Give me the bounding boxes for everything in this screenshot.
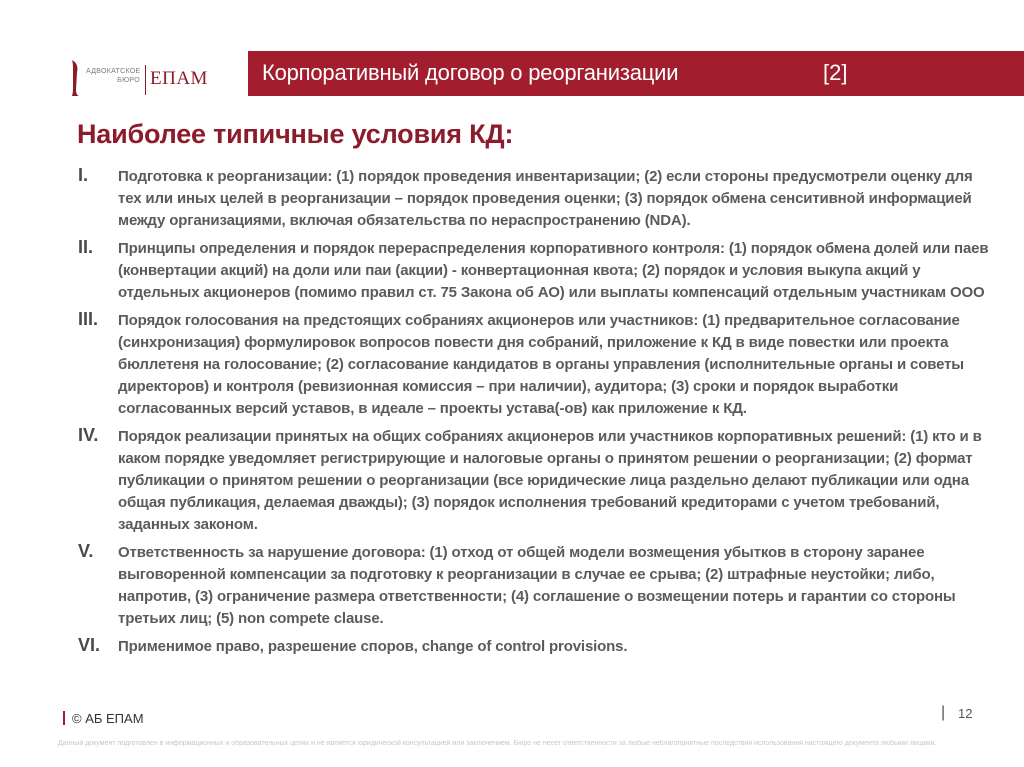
conditions-list: [76, 166, 996, 664]
page-title: Наиболее типичные условия КД:: [77, 119, 514, 149]
list-item-text: Подготовка к реорганизации: (1) порядок проведения инвентаризации; (2) если стороны предусмотрели оценку для тех или иных целей в реорганизации – порядок проведения оценки; (3) порядок обмена сенситивной информацией между организациями, включая обязательства по нераспространению (NDA).: [118, 168, 973, 229]
list-item-number: III.: [78, 309, 99, 329]
slide-section-label: [2]: [823, 60, 848, 85]
list-item-number: IV.: [78, 425, 99, 445]
logo-mark-icon: [70, 60, 80, 96]
list-item-text: Применимое право, разрешение споров, change of control provisions.: [118, 638, 628, 655]
list-item: [76, 426, 996, 536]
list-item-text: Ответственность за нарушение договора: (1) отход от общей модели возмещения убытков в сторону заранее выговоренной компенсации за подготовку к реорганизации в случае ее срыва; (2) штрафные неустойки; либо, напротив, (3) ограничение размера ответственности; (4) соглашение о возмещении потерь и гарантии со стороны третьих лиц; (5) non compete clause.: [118, 544, 956, 627]
list-item: [76, 636, 996, 658]
copyright: © АБ ЕПАМ: [72, 711, 144, 726]
page-number: 12: [958, 706, 973, 721]
logo-wordmark: ЕПАМ: [150, 68, 208, 89]
list-item-number: II.: [78, 237, 94, 257]
page-number-separator: |: [941, 704, 946, 721]
list-item-number: I.: [78, 165, 89, 185]
disclaimer: Данный документ подготовлен в информационных и образовательных целях и не является юридической консультацией или заключением. Бюро не несет ответственности за любые неблагоприятные последствия использования настоящего документа любыми лицами.: [58, 740, 937, 747]
header-title: Корпоративный договор о реорганизации: [262, 60, 679, 85]
list-item-text: Порядок реализации принятых на общих собраниях акционеров или участников корпоративных решений: (1) кто и в каком порядке уведомляет регистрирующие и налоговые органы о принятом решении о реорганизации; (2) формат публикации о принятом решении о реорганизации (все юридические лица раздельно делают публикации или одна общая публикация, делаемая дважды); (3) порядок исполнения требований кредиторами с учетом требований, заданных законом.: [118, 428, 982, 533]
footer-accent-bar: [63, 711, 65, 725]
list-item-number: V.: [78, 541, 94, 561]
logo-subtitle: АДВОКАТСКОЕ БЮРО: [86, 68, 141, 84]
list-item: [76, 238, 996, 304]
list-item: [76, 542, 996, 630]
logo-divider: [145, 65, 146, 95]
logo: [70, 60, 230, 100]
header-bar: [248, 51, 1024, 96]
list-item: [76, 166, 996, 232]
list-item: [76, 310, 996, 420]
list-item-text: Порядок голосования на предстоящих собраниях акционеров или участников: (1) предварительное согласование (синхронизация) формулировок вопросов повести дня собраний, приложение к КД в виде повестки или проекта бюллетеня на голосование; (2) согласование кандидатов в органы управления (исполнительные органы и советы директоров) и контроля (ревизионная комиссия – при наличии), аудитора; (3) сроки и порядок выработки согласованных версий уставов, в идеале – проекты устава(-ов) как приложение к КД.: [118, 312, 964, 417]
list-item-text: Принципы определения и порядок перераспределения корпоративного контроля: (1) порядок обмена долей или паев (конвертации акций) на доли или паи (акции) - конвертационная квота; (2) порядок и условия выкупа акций у отдельных акционеров (помимо правил ст. 75 Закона об АО) или выплаты компенсаций отдельным участникам ООО: [118, 240, 989, 301]
list-item-number: VI.: [78, 635, 101, 655]
